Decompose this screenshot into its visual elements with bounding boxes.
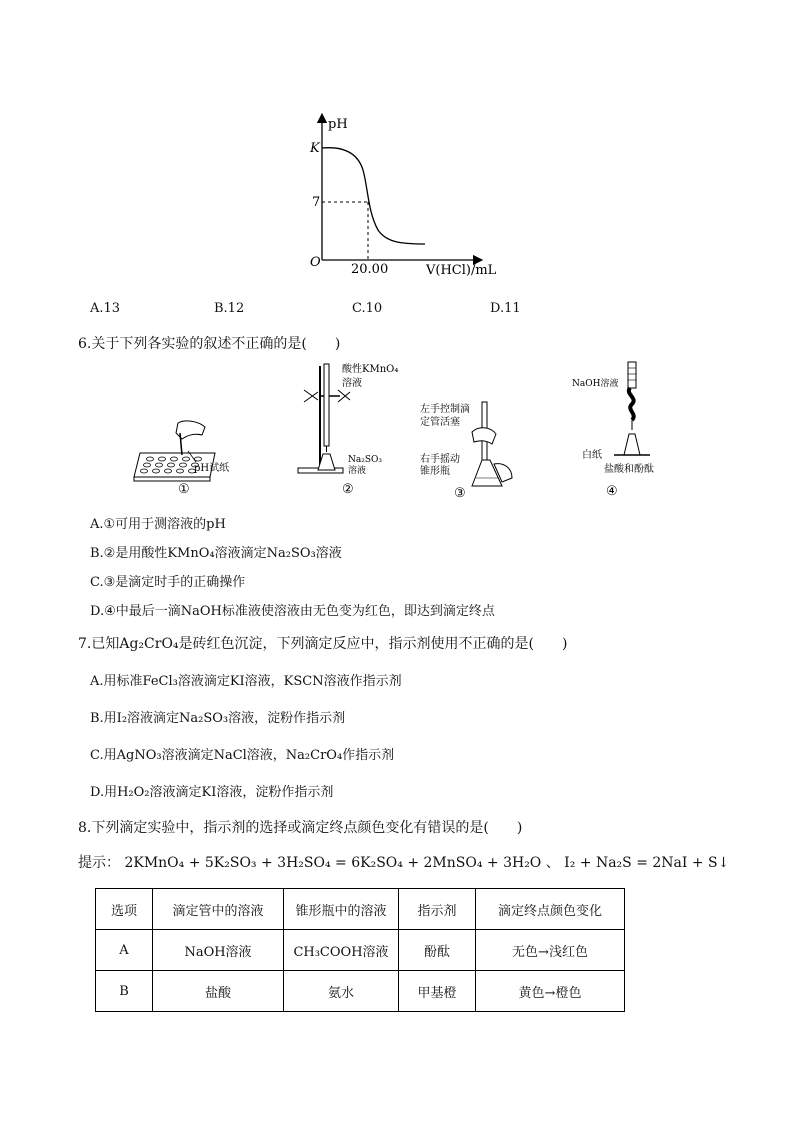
q6-stem: 6.关于下列各实验的叙述不正确的是( ) [78,336,341,352]
table-cell: 盐酸 [153,971,284,1012]
table-cell: 甲基橙 [399,971,476,1012]
figure-2-burette-stand [290,360,400,500]
table-cell: 氨水 [284,971,399,1012]
q7-option-b: B.用I₂溶液滴定Na₂SO₃溶液，淀粉作指示剂 [90,711,346,726]
table-header-row [96,889,625,930]
q5-option-c: C.10 [352,301,383,316]
q7-option-d: D.用H₂O₂溶液滴定KI溶液，淀粉作指示剂 [90,785,334,800]
titration-curve [322,148,425,244]
table-header: 滴定管中的溶液 [153,889,284,930]
q6-option-c: C.③是滴定时手的正确操作 [90,575,246,590]
table-cell: 黄色→橙色 [476,971,625,1012]
fig4-number: ④ [606,484,618,499]
fig3-left-label: 左手控制滴 [420,404,470,415]
fig2-top-label-2: 溶液 [342,378,362,389]
table-header: 滴定终点颜色变化 [476,889,625,930]
x-axis-label: V(HCl)/mL [426,263,497,278]
q5-option-d: D.11 [490,301,521,316]
figure-4-naoh-burette [570,360,680,500]
fig2-bottom-label: Na₂SO₃ [348,455,383,465]
q6-option-a: A.①可用于测溶液的pH [90,517,226,532]
y-tick-7: 7 [312,195,321,210]
fig4-bottom-label: 盐酸和酚酞 [604,464,654,475]
y-axis-label: pH [328,117,348,132]
table-header: 指示剂 [399,889,476,930]
figure-3-titration-hands [418,400,528,500]
q7-option-a: A.用标准FeCl₃溶液滴定KI溶液，KSCN溶液作指示剂 [90,674,402,689]
fig4-paper-label: 白纸 [582,450,602,461]
fig1-label: pH试纸 [194,463,230,474]
q5-option-b: B.12 [214,301,245,316]
fig3-number: ③ [454,486,466,500]
figure-1-spot-plate [130,415,240,500]
q8-hint: 提示： 2KMnO₄ + 5K₂SO₃ + 3H₂SO₄ = 6K₂SO₄ + 2MnSO₄ + 3H₂O 、 I₂ + Na₂S = 2NaI + S↓ [78,855,730,871]
origin-label: O [310,255,321,270]
q8-stem: 8.下列滴定实验中，指示剂的选择或滴定终点颜色变化有错误的是( ) [78,820,523,836]
table-header: 锥形瓶中的溶液 [284,889,399,930]
fig2-number: ② [342,482,354,497]
table-row [96,930,625,971]
table-row [96,971,625,1012]
q8-table [95,888,625,1012]
fig2-top-label: 酸性KMnO₄ [342,364,399,375]
q6-option-d: D.④中最后一滴NaOH标准液使溶液由无色变为红色，即达到滴定终点 [90,604,495,619]
table-header: 选项 [96,889,153,930]
q5-option-a: A.13 [90,301,121,316]
q7-option-c: C.用AgNO₃溶液滴定NaCl溶液，Na₂CrO₄作指示剂 [90,748,395,763]
fig3-left-label-2: 定管活塞 [420,417,460,428]
table-cell: B [96,971,153,1012]
y-tick-k: K [310,141,320,156]
fig4-top-label: NaOH溶液 [572,379,619,389]
q6-option-b: B.②是用酸性KMnO₄溶液滴定Na₂SO₃溶液 [90,546,342,561]
q7-stem: 7.已知Ag₂CrO₄是砖红色沉淀，下列滴定反应中，指示剂使用不正确的是( ) [78,636,568,652]
table-cell: 无色→浅红色 [476,930,625,971]
fig3-right-label-2: 锥形瓶 [420,466,450,477]
x-tick-20: 20.00 [351,262,389,277]
table-cell: A [96,930,153,971]
fig2-bottom-label-2: 溶液 [348,466,367,476]
table-cell: CH₃COOH溶液 [284,930,399,971]
fig3-right-label: 右手摇动 [420,454,460,465]
table-cell: NaOH溶液 [153,930,284,971]
table-cell: 酚酞 [399,930,476,971]
ph-titration-graph [300,112,510,282]
fig1-number: ① [178,482,190,497]
